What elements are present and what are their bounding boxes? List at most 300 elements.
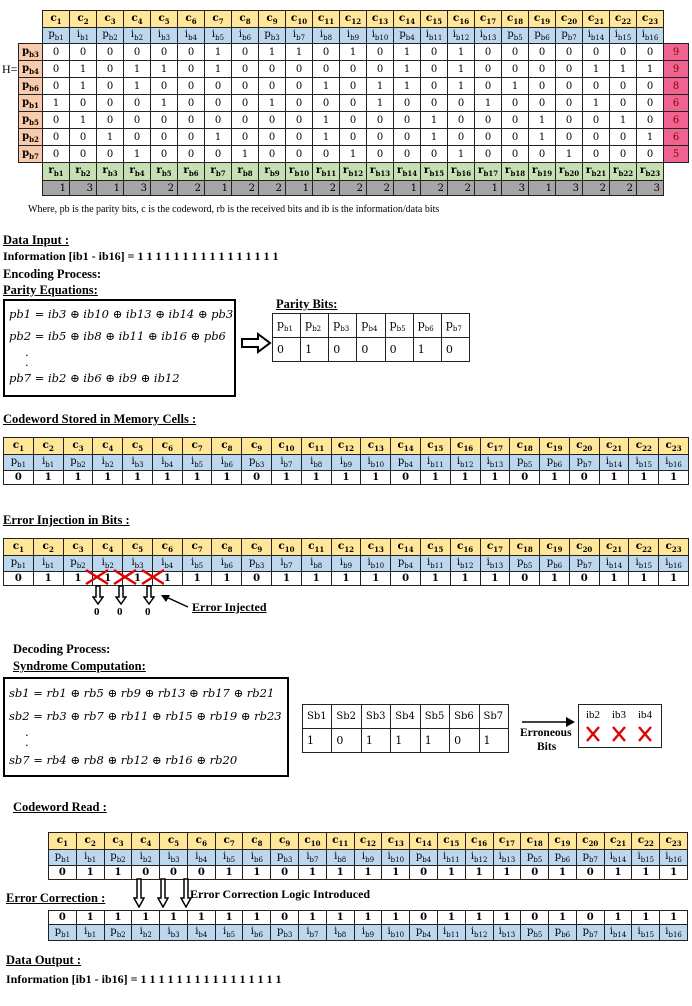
- data-output-label: Information [ib1 - ib16] =: [6, 972, 141, 986]
- down-arrow-icon: [115, 585, 127, 605]
- table-cell: $i_{b9}$: [331, 556, 361, 572]
- table-cell: 1: [421, 112, 448, 129]
- parity-bits-table: [272, 313, 470, 362]
- table-cell: 0: [151, 112, 178, 129]
- table-cell: 1: [465, 911, 493, 925]
- table-cell: 0: [340, 61, 367, 78]
- table-cell: 0: [610, 146, 637, 163]
- table-cell: $i_{b1}$: [33, 556, 63, 572]
- table-cell: $p_{b4}$: [391, 455, 421, 471]
- table-cell: 1: [549, 866, 577, 880]
- table-cell: 2: [259, 181, 286, 196]
- table-cell: $i_{b2}$: [124, 28, 151, 44]
- table-cell: 1: [529, 181, 556, 196]
- table-cell: 1: [659, 572, 689, 586]
- table-cell: 0: [232, 78, 259, 95]
- table-cell: 1: [448, 44, 475, 61]
- table-cell: $i_{b10}$: [361, 455, 391, 471]
- table-cell: 1: [212, 471, 242, 485]
- table-row: [4, 455, 689, 471]
- table-cell: 0: [610, 78, 637, 95]
- table-cell: 0: [259, 61, 286, 78]
- table-cell: $c_{21}$: [599, 438, 629, 455]
- table-cell: $c_7$: [215, 833, 243, 850]
- codeword-read-table: [48, 832, 688, 880]
- table-cell: 1: [272, 471, 302, 485]
- table-cell: 0: [502, 146, 529, 163]
- table-cell: 0: [4, 572, 34, 586]
- table-cell: 1: [610, 61, 637, 78]
- table-cell: $c_4$: [93, 539, 123, 556]
- table-cell: 1: [354, 911, 382, 925]
- table-cell: $i_{b13}$: [493, 850, 521, 866]
- table-cell: $p_{b2}$: [97, 28, 124, 44]
- syndrome-equations-box: [3, 677, 289, 777]
- table-cell: $p_{b7}$: [441, 314, 469, 338]
- table-cell: 1: [286, 44, 313, 61]
- table-cell: 0: [43, 129, 70, 146]
- table-cell: 0: [340, 95, 367, 112]
- table-cell: 0: [394, 146, 421, 163]
- table-cell: $c_4$: [132, 833, 160, 850]
- table-cell: $c_{19}$: [540, 539, 570, 556]
- table-cell: 1: [437, 866, 465, 880]
- table-cell: $r_{b14}$: [394, 163, 421, 181]
- table-cell: 0: [637, 95, 664, 112]
- table-cell: $i_{b1}$: [70, 28, 97, 44]
- table-cell: 0: [529, 44, 556, 61]
- table-cell: $p_{b4}$: [19, 61, 43, 78]
- table-cell: Sb6: [450, 705, 479, 729]
- table-cell: 0: [242, 471, 272, 485]
- table-cell: $i_{b7}$: [286, 28, 313, 44]
- table-cell: $c_3$: [97, 11, 124, 28]
- table-cell: $c_{18}$: [521, 833, 549, 850]
- table-cell: 0: [286, 112, 313, 129]
- table-cell: 0: [151, 44, 178, 61]
- table-cell: $r_{b7}$: [205, 163, 232, 181]
- table-cell: 1: [232, 146, 259, 163]
- table-cell: Sb1: [303, 705, 332, 729]
- table-cell: $c_4$: [93, 438, 123, 455]
- table-cell: $i_{b10}$: [382, 925, 410, 941]
- arrow-right-icon: [240, 332, 272, 354]
- table-cell: 0: [576, 911, 604, 925]
- table-cell: $c_{15}$: [420, 438, 450, 455]
- table-cell: 1: [450, 471, 480, 485]
- table-cell: 1: [43, 95, 70, 112]
- table-cell: $c_2$: [33, 438, 63, 455]
- table-cell: $i_{b2}$: [132, 850, 160, 866]
- table-cell: 1: [599, 471, 629, 485]
- table-cell: $r_{b15}$: [421, 163, 448, 181]
- table-cell: $c_{18}$: [510, 438, 540, 455]
- table-row: [273, 314, 470, 338]
- table-cell: $p_{b3}$: [329, 314, 357, 338]
- table-cell: 2: [178, 181, 205, 196]
- table-cell: $c_{15}$: [437, 833, 465, 850]
- table-cell: 0: [273, 338, 301, 362]
- table-cell: 1: [420, 572, 450, 586]
- table-cell: $p_{b2}$: [19, 129, 43, 146]
- table-cell: 0: [97, 112, 124, 129]
- table-cell: $c_{11}$: [313, 11, 340, 28]
- table-cell: $i_{b3}$: [160, 850, 188, 866]
- table-cell: $i_{b15}$: [629, 556, 659, 572]
- table-cell: $i_{b1}$: [33, 455, 63, 471]
- table-cell: 1: [205, 61, 232, 78]
- table-cell: 0: [569, 572, 599, 586]
- table-row: [19, 28, 689, 44]
- table-cell: $c_7$: [182, 539, 212, 556]
- table-cell: 1: [63, 471, 93, 485]
- syndrome-eq-dot-2: .: [25, 735, 29, 749]
- table-cell: 0: [385, 338, 413, 362]
- table-cell: 1: [97, 181, 124, 196]
- table-cell: $c_9$: [242, 539, 272, 556]
- table-cell: $c_{13}$: [361, 438, 391, 455]
- table-row: [49, 925, 688, 941]
- table-cell: 1: [76, 911, 104, 925]
- table-cell: 1: [604, 866, 632, 880]
- table-cell: [19, 163, 43, 181]
- table-cell: $i_{b6}$: [212, 556, 242, 572]
- table-cell: 0: [43, 78, 70, 95]
- corrected-codeword-table: [48, 910, 688, 941]
- table-cell: $c_{10}$: [286, 11, 313, 28]
- table-cell: 0: [394, 112, 421, 129]
- table-cell: 0: [410, 866, 438, 880]
- table-cell: 1: [583, 95, 610, 112]
- table-cell: 1: [326, 866, 354, 880]
- table-cell: $c_2$: [70, 11, 97, 28]
- table-cell: 0: [340, 129, 367, 146]
- table-cell: $r_{b5}$: [151, 163, 178, 181]
- syndrome-eq-7: sb7 = rb4 ⊕ rb8 ⊕ rb12 ⊕ rb16 ⊕ rb20: [9, 753, 238, 767]
- erroneous-cross-icons: [579, 723, 663, 747]
- table-cell: $i_{b11}$: [437, 850, 465, 866]
- table-cell: 9: [664, 61, 689, 78]
- table-cell: $p_{b7}$: [556, 28, 583, 44]
- table-cell: 0: [529, 95, 556, 112]
- table-cell: $p_{b4}$: [391, 556, 421, 572]
- table-cell: $r_{b21}$: [583, 163, 610, 181]
- table-cell: 1: [583, 61, 610, 78]
- table-cell: 0: [391, 471, 421, 485]
- table-cell: $c_{21}$: [583, 11, 610, 28]
- table-cell: 0: [151, 78, 178, 95]
- decoding-heading: Decoding Process:: [13, 642, 111, 656]
- table-cell: 0: [367, 129, 394, 146]
- table-cell: [19, 11, 43, 28]
- table-cell: 0: [502, 61, 529, 78]
- table-cell: 6: [664, 129, 689, 146]
- table-cell: 0: [475, 146, 502, 163]
- error-injected-label: Error Injected: [192, 600, 267, 614]
- table-cell: 1: [182, 471, 212, 485]
- table-cell: $c_3$: [104, 833, 132, 850]
- table-cell: $c_{14}$: [410, 833, 438, 850]
- table-cell: $c_6$: [178, 11, 205, 28]
- table-cell: 0: [610, 129, 637, 146]
- table-cell: 1: [610, 112, 637, 129]
- correction-logic-label: Error Correction Logic Introduced: [190, 887, 371, 901]
- table-cell: 0: [178, 95, 205, 112]
- table-cell: 1: [340, 44, 367, 61]
- table-cell: $c_{19}$: [529, 11, 556, 28]
- table-cell: $c_3$: [63, 539, 93, 556]
- table-cell: 0: [357, 338, 385, 362]
- table-cell: 1: [97, 129, 124, 146]
- table-cell: 1: [205, 181, 232, 196]
- table-cell: 0: [178, 61, 205, 78]
- table-cell: 0: [475, 129, 502, 146]
- table-cell: $i_{b16}$: [659, 556, 689, 572]
- table-cell: 1: [93, 471, 123, 485]
- table-row: [303, 729, 509, 753]
- table-cell: 1: [413, 338, 441, 362]
- injected-value: 0: [94, 606, 100, 618]
- table-cell: $i_{b7}$: [272, 455, 302, 471]
- table-cell: $p_{b3}$: [271, 850, 299, 866]
- table-cell: 0: [232, 61, 259, 78]
- table-cell: 1: [502, 78, 529, 95]
- table-cell: 0: [556, 129, 583, 146]
- table-cell: $c_6$: [152, 539, 182, 556]
- table-cell: 1: [326, 911, 354, 925]
- stored-heading: Codeword Stored in Memory Cells :: [3, 412, 197, 426]
- table-cell: 1: [394, 78, 421, 95]
- table-cell: Sb4: [391, 705, 420, 729]
- table-cell: 0: [271, 866, 299, 880]
- table-cell: $p_{b5}$: [385, 314, 413, 338]
- table-cell: $p_{b6}$: [540, 556, 570, 572]
- table-cell: $c_{23}$: [660, 833, 688, 850]
- data-input-info: [3, 249, 279, 264]
- table-cell: 0: [313, 146, 340, 163]
- table-cell: 1: [540, 471, 570, 485]
- table-cell: 1: [70, 112, 97, 129]
- table-cell: $c_{12}$: [354, 833, 382, 850]
- down-arrow-icon: [133, 878, 145, 908]
- table-cell: $c_{11}$: [301, 539, 331, 556]
- table-cell: 1: [313, 112, 340, 129]
- erroneous-bits-box: [578, 704, 662, 748]
- table-cell: $c_1$: [43, 11, 70, 28]
- table-cell: $r_{b23}$: [637, 163, 664, 181]
- table-cell: $r_{b17}$: [475, 163, 502, 181]
- table-cell: $i_{b10}$: [361, 556, 391, 572]
- table-cell: 0: [313, 44, 340, 61]
- table-cell: 0: [475, 44, 502, 61]
- table-cell: 1: [382, 866, 410, 880]
- table-cell: $c_{13}$: [361, 539, 391, 556]
- table-cell: 1: [421, 129, 448, 146]
- table-cell: 3: [637, 181, 664, 196]
- table-cell: 0: [70, 129, 97, 146]
- table-cell: $c_{12}$: [331, 438, 361, 455]
- data-input-value: 1 1 1 1 1 1 1 1 1 1 1 1 1 1 1 1: [137, 249, 279, 263]
- table-cell: $p_{b2}$: [63, 455, 93, 471]
- table-cell: 1: [394, 44, 421, 61]
- table-cell: $p_{b5}$: [19, 112, 43, 129]
- table-cell: Sb7: [479, 705, 508, 729]
- syndrome-eq-dot-1: .: [25, 725, 29, 739]
- table-cell: 0: [421, 78, 448, 95]
- table-cell: $i_{b16}$: [660, 925, 688, 941]
- table-cell: 1: [205, 44, 232, 61]
- table-cell: $i_{b10}$: [382, 850, 410, 866]
- h-matrix-row: [19, 112, 689, 129]
- table-cell: $c_{17}$: [480, 539, 510, 556]
- h-matrix-row: [19, 95, 689, 112]
- table-row: [4, 438, 689, 455]
- table-cell: $i_{b5}$: [182, 455, 212, 471]
- table-cell: 0: [475, 61, 502, 78]
- table-cell: $p_{b6}$: [19, 78, 43, 95]
- table-cell: 0: [367, 61, 394, 78]
- table-cell: $i_{b3}$: [123, 556, 153, 572]
- table-cell: $i_{b6}$: [212, 455, 242, 471]
- table-cell: 0: [421, 146, 448, 163]
- table-cell: 0: [70, 95, 97, 112]
- table-cell: [19, 28, 43, 44]
- table-cell: $c_{23}$: [659, 539, 689, 556]
- table-cell: $i_{b8}$: [313, 28, 340, 44]
- table-cell: $c_{22}$: [632, 833, 660, 850]
- table-cell: $c_2$: [76, 833, 104, 850]
- table-cell: $i_{b2}$: [93, 556, 123, 572]
- table-cell: 1: [215, 911, 243, 925]
- table-cell: $i_{b13}$: [480, 556, 510, 572]
- table-cell: 0: [521, 911, 549, 925]
- data-input-heading: Data Input :: [3, 233, 69, 247]
- table-cell: $c_{14}$: [391, 438, 421, 455]
- table-cell: $p_{b3}$: [242, 455, 272, 471]
- table-cell: $p_{b6}$: [549, 850, 577, 866]
- table-cell: 0: [286, 78, 313, 95]
- table-cell: 1: [361, 471, 391, 485]
- table-cell: 0: [286, 95, 313, 112]
- table-cell: 2: [367, 181, 394, 196]
- table-cell: 0: [394, 129, 421, 146]
- table-cell: 1: [632, 911, 660, 925]
- table-cell: $i_{b12}$: [465, 925, 493, 941]
- table-cell: $p_{b6}$: [540, 455, 570, 471]
- table-cell: 1: [259, 95, 286, 112]
- table-cell: $p_{b4}$: [410, 850, 438, 866]
- table-cell: $r_{b4}$: [124, 163, 151, 181]
- table-cell: 1: [215, 866, 243, 880]
- table-cell: $c_{15}$: [421, 11, 448, 28]
- parity-equations-heading: Parity Equations:: [3, 283, 98, 297]
- table-cell: $r_{b9}$: [259, 163, 286, 181]
- table-cell: 0: [232, 129, 259, 146]
- table-cell: 1: [361, 729, 390, 753]
- table-cell: $p_{b2}$: [104, 925, 132, 941]
- table-cell: $p_{b7}$: [576, 850, 604, 866]
- table-cell: 0: [232, 112, 259, 129]
- data-output-heading: Data Output :: [6, 953, 82, 967]
- table-cell: $i_{b6}$: [243, 925, 271, 941]
- table-cell: 0: [340, 112, 367, 129]
- table-cell: 1: [465, 866, 493, 880]
- table-cell: 1: [354, 866, 382, 880]
- table-cell: 1: [313, 78, 340, 95]
- h-matrix-row: [19, 61, 689, 78]
- table-cell: $c_3$: [63, 438, 93, 455]
- table-cell: $c_{11}$: [326, 833, 354, 850]
- h-matrix-table: [18, 10, 689, 196]
- table-cell: $p_{b4}$: [357, 314, 385, 338]
- data-input-label: Information [ib1 - ib16] =: [3, 249, 138, 263]
- table-row: [49, 911, 688, 925]
- table-cell: 3: [70, 181, 97, 196]
- table-cell: 3: [124, 181, 151, 196]
- table-cell: 1: [556, 146, 583, 163]
- table-cell: 0: [286, 146, 313, 163]
- table-cell: $i_{b5}$: [215, 850, 243, 866]
- table-cell: 0: [610, 44, 637, 61]
- table-cell: 0: [151, 129, 178, 146]
- table-cell: $p_{b5}$: [521, 925, 549, 941]
- table-cell: 2: [610, 181, 637, 196]
- table-cell: 1: [480, 471, 510, 485]
- table-cell: $c_1$: [49, 833, 77, 850]
- error-injected-arrow-icon: [158, 592, 190, 612]
- table-cell: 1: [313, 129, 340, 146]
- table-cell: 1: [493, 866, 521, 880]
- error-correction-heading: Error Correction :: [6, 891, 106, 905]
- table-cell: $c_9$: [242, 438, 272, 455]
- table-cell: 1: [448, 61, 475, 78]
- syndrome-heading: Syndrome Computation:: [13, 659, 146, 673]
- table-cell: 1: [367, 78, 394, 95]
- table-cell: $i_{b11}$: [437, 925, 465, 941]
- table-cell: $c_1$: [4, 539, 34, 556]
- table-cell: 1: [63, 572, 93, 586]
- table-cell: 0: [529, 146, 556, 163]
- table-cell: $i_{b8}$: [326, 925, 354, 941]
- table-cell: $i_{b10}$: [367, 28, 394, 44]
- table-cell: $c_8$: [232, 11, 259, 28]
- table-cell: 1: [660, 911, 688, 925]
- table-cell: 0: [178, 112, 205, 129]
- table-cell: 1: [450, 572, 480, 586]
- table-cell: 0: [583, 78, 610, 95]
- table-cell: 1: [448, 146, 475, 163]
- cross-mark: [114, 570, 136, 584]
- table-row: [49, 833, 688, 850]
- table-cell: 0: [43, 146, 70, 163]
- table-cell: $p_{b5}$: [502, 28, 529, 44]
- table-cell: $i_{b5}$: [215, 925, 243, 941]
- h-label: H=: [2, 62, 18, 76]
- table-cell: $i_{b8}$: [301, 556, 331, 572]
- table-cell: 0: [178, 78, 205, 95]
- table-cell: 0: [340, 78, 367, 95]
- table-cell: $p_{b2}$: [301, 314, 329, 338]
- table-cell: $i_{b7}$: [299, 925, 327, 941]
- table-cell: $p_{b6}$: [549, 925, 577, 941]
- table-cell: $i_{b3}$: [151, 28, 178, 44]
- table-cell: 1: [394, 61, 421, 78]
- table-cell: $c_1$: [4, 438, 34, 455]
- table-cell: 1: [301, 572, 331, 586]
- table-cell: 0: [205, 112, 232, 129]
- table-cell: 0: [410, 911, 438, 925]
- table-cell: 1: [259, 44, 286, 61]
